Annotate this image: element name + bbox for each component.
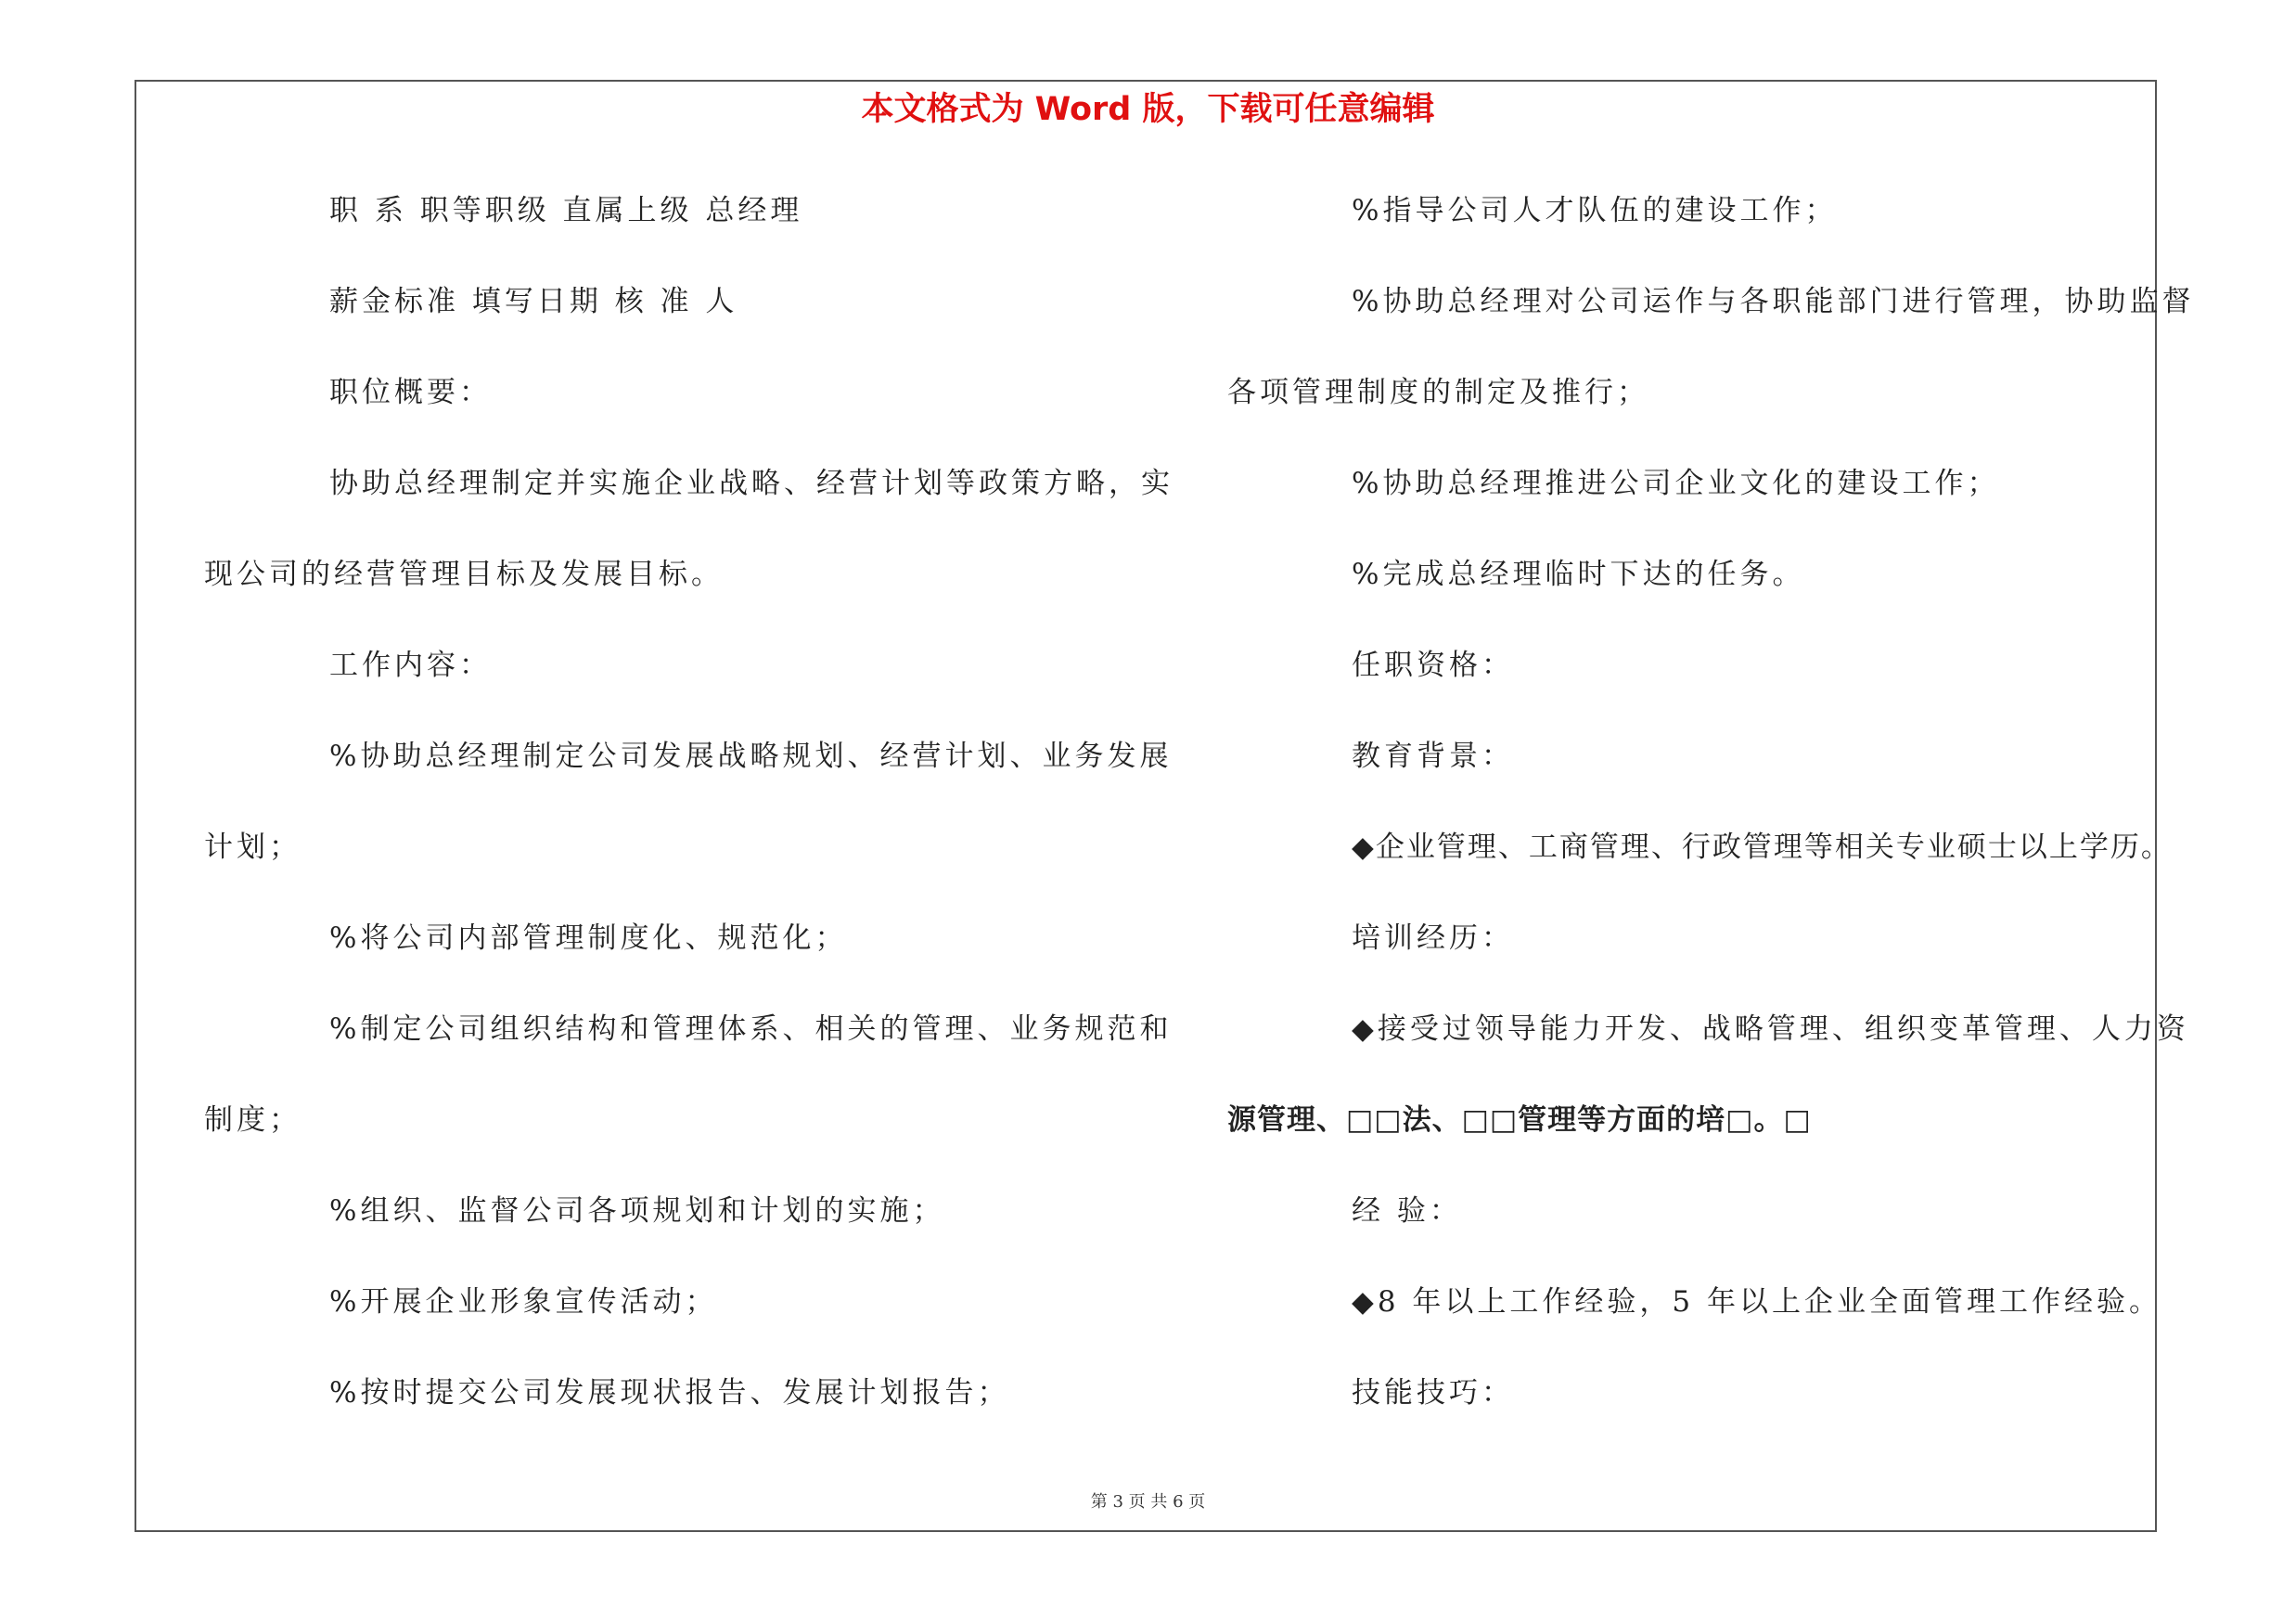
duty-item-10: %完成总经理临时下达的任务。 [1352, 558, 1805, 591]
duty-item-7: %指导公司人才队伍的建设工作； [1352, 194, 1838, 227]
heading-experience: 经 验： [1352, 1194, 1462, 1228]
heading-skills: 技能技巧： [1352, 1376, 1514, 1410]
training-item-line-1: ◆接受过领导能力开发、战略管理、组织变革管理、人力资 [1352, 1012, 2189, 1046]
duty-item-1-line-2: 计划； [204, 831, 301, 864]
duty-item-5: %开展企业形象宣传活动； [329, 1285, 718, 1319]
duty-item-2: %将公司内部管理制度化、规范化； [329, 921, 848, 955]
education-item: ◆企业管理、工商管理、行政管理等相关专业硕士以上学历。 [1352, 831, 2172, 864]
heading-education: 教育背景： [1352, 740, 1514, 773]
duty-item-3-line-2: 制度； [204, 1103, 301, 1137]
heading-job-summary: 职位概要： [329, 376, 492, 409]
page-number-footer: 第 3 页 共 6 页 [1090, 1492, 1206, 1512]
summary-text-line-2: 现公司的经营管理目标及发展目标。 [204, 558, 724, 591]
training-item-line-2: 源管理、□□法、□□管理等方面的培□。□ [1227, 1103, 1812, 1137]
duty-item-3-line-1: %制定公司组织结构和管理体系、相关的管理、业务规范和 [329, 1012, 1173, 1046]
heading-qualifications: 任职资格： [1352, 649, 1514, 682]
duty-item-6: %按时提交公司发展现状报告、发展计划报告； [329, 1376, 1010, 1410]
heading-work-content: 工作内容： [329, 649, 492, 682]
duty-item-8-line-2: 各项管理制度的制定及推行； [1227, 376, 1649, 409]
heading-training: 培训经历： [1352, 921, 1514, 955]
job-info-row-2: 薪金标准 填写日期 核 准 人 [329, 285, 738, 318]
duty-item-4: %组织、监督公司各项规划和计划的实施； [329, 1194, 945, 1228]
duty-item-8-line-1: %协助总经理对公司运作与各职能部门进行管理，协助监督 [1352, 285, 2195, 318]
duty-item-1-line-1: %协助总经理制定公司发展战略规划、经营计划、业务发展 [329, 740, 1173, 773]
editable-format-banner: 本文格式为 Word 版，下载可任意编辑 [861, 91, 1435, 128]
summary-text-line-1: 协助总经理制定并实施企业战略、经营计划等政策方略，实 [329, 467, 1174, 500]
job-info-row-1: 职 系 职等职级 直属上级 总经理 [329, 194, 803, 227]
duty-item-9: %协助总经理推进公司企业文化的建设工作； [1352, 467, 2000, 500]
experience-item: ◆8 年以上工作经验，5 年以上企业全面管理工作经验。 [1352, 1285, 2161, 1319]
